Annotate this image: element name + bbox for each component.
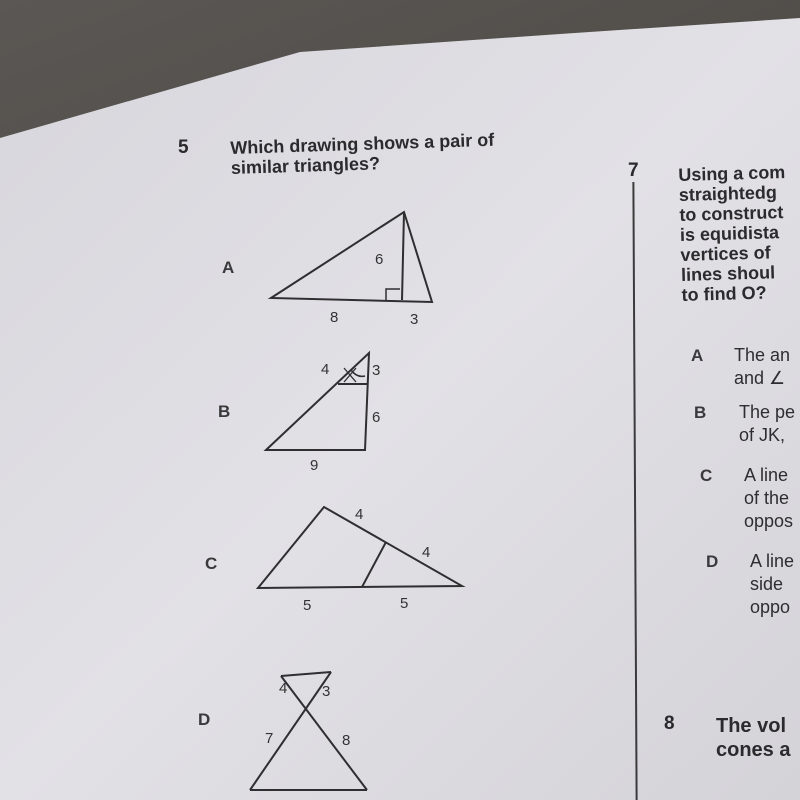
choice-a-text (734, 344, 790, 390)
figure-d-label-top-left: 4 (279, 680, 288, 697)
figure-a-label-left: 8 (330, 309, 339, 326)
figure-b-triangle (266, 353, 369, 450)
figure-d-top-side (281, 672, 331, 676)
figure-b-label-top-right: 3 (372, 362, 381, 379)
choice-b-line: The pe (739, 402, 796, 422)
option-a-letter: A (222, 258, 235, 277)
figure-a-label-right: 3 (410, 311, 419, 328)
question-7-line: to find O? (681, 282, 767, 305)
choice-a-line: and ∠ (734, 368, 786, 388)
figure-c-label-base-left: 5 (303, 597, 312, 614)
choice-b-line: of JK, (739, 425, 786, 445)
choice-a-line: The an (734, 345, 791, 365)
choice-b-letter: B (694, 403, 707, 422)
figure-a-label-height: 6 (375, 251, 384, 268)
question-7-line: straightedg (678, 182, 778, 205)
question-5-line: Which drawing shows a pair of (230, 129, 495, 158)
choice-c-line: of the (744, 488, 790, 508)
choice-c-text (744, 464, 793, 533)
figure-b-label-side: 6 (372, 409, 381, 426)
question-7-line: Using a com (678, 162, 786, 185)
option-d-letter: D (198, 710, 211, 729)
figure-b-label-base: 9 (310, 457, 319, 474)
choice-c-line: oppos (744, 511, 794, 531)
choice-d-text (750, 550, 794, 619)
question-5-line: similar triangles? (230, 153, 381, 178)
choice-a-letter: A (691, 346, 704, 365)
choice-c-line: A line (744, 465, 789, 485)
question-8-line: cones a (716, 739, 791, 761)
figure-b (266, 353, 369, 450)
figure-b-label-top-left: 4 (321, 361, 330, 378)
question-8-number: 8 (664, 713, 675, 734)
option-c-letter: C (205, 554, 218, 573)
option-b-letter: B (218, 402, 231, 421)
choice-c-letter: C (700, 466, 713, 485)
figure-d-label-top-right: 3 (322, 683, 331, 700)
figure-d-label-bottom-left: 7 (265, 730, 274, 747)
choice-d-line: A line (750, 551, 795, 571)
figure-a-altitude (402, 212, 404, 300)
choice-d-line: side (750, 574, 784, 594)
figure-c-inner-segment (362, 542, 386, 587)
figure-c-label-base-right: 5 (400, 595, 409, 612)
question-7-line: vertices of (680, 242, 771, 265)
question-8-text (716, 714, 790, 762)
choice-b-text (739, 401, 795, 447)
question-5-number: 5 (178, 137, 189, 158)
figure-a-triangle (271, 212, 432, 302)
figure-c-label-side-top: 4 (355, 506, 364, 523)
figure-a (271, 212, 432, 302)
question-7-line: is equidista (679, 222, 780, 245)
figure-c-label-side-mid: 4 (422, 544, 431, 561)
figure-a-right-angle-mark (386, 289, 400, 300)
choice-d-line: oppo (750, 597, 791, 617)
question-7-line: lines shoul (680, 262, 776, 285)
question-7-line: to construct (679, 202, 784, 225)
question-7-text (678, 162, 789, 305)
question-8-line: The vol (716, 715, 787, 737)
choice-d-letter: D (706, 552, 719, 571)
question-7-number: 7 (628, 160, 639, 181)
figure-d-label-bottom-right: 8 (342, 732, 351, 749)
